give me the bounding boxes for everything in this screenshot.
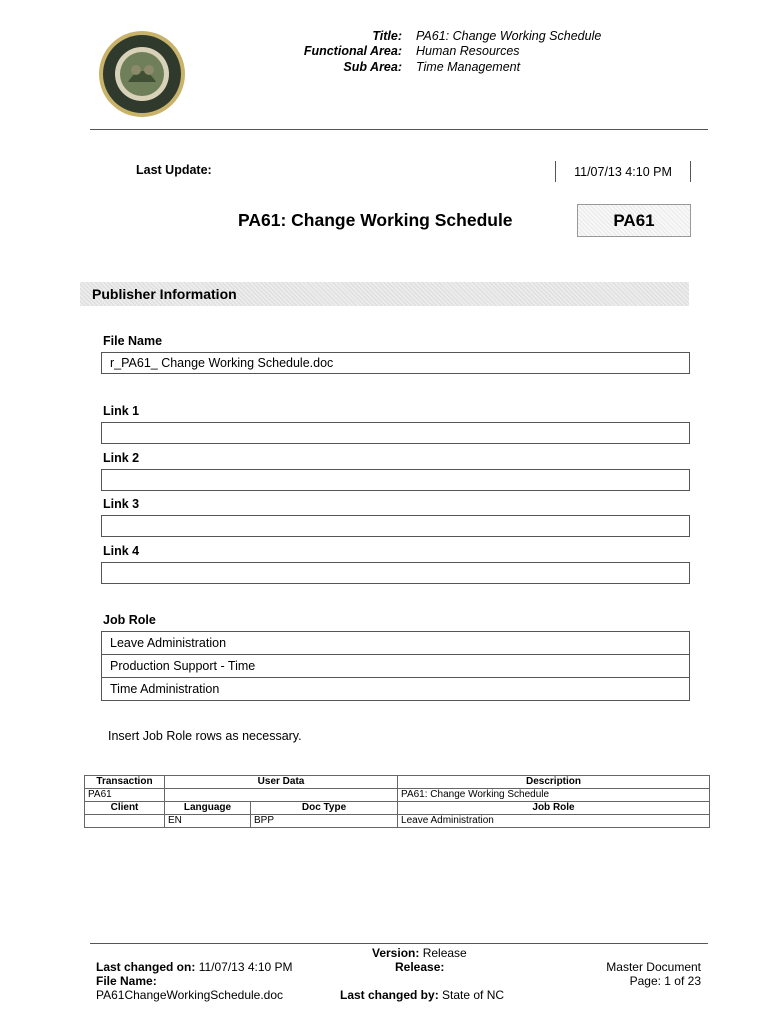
table-row (85, 815, 710, 828)
link-1-field[interactable] (101, 422, 690, 444)
job-role-label: Job Role (103, 613, 156, 627)
state-controller-seal-logo (98, 30, 186, 118)
doc-type-value: BPP (251, 815, 398, 828)
version (372, 946, 467, 960)
last-update-value: 11/07/13 4:10 PM (555, 161, 691, 182)
last-changed-on-label: Last changed on: (96, 960, 196, 974)
job-role-cell[interactable]: Leave Administration (102, 632, 690, 655)
version-value: Release (422, 946, 467, 960)
release-label: Release: (395, 960, 445, 974)
footer-file-name-label: File Name: (96, 974, 157, 988)
sub-area-value: Time Management (416, 60, 521, 74)
job-role-table (101, 631, 690, 701)
version-label: Version: (372, 946, 420, 960)
publisher-information-heading: Publisher Information (80, 282, 689, 306)
file-name-field[interactable]: r_PA61_ Change Working Schedule.doc (101, 352, 690, 374)
job-role-cell[interactable]: Time Administration (102, 678, 690, 701)
link-3-field[interactable] (101, 515, 690, 537)
user-data-header: User Data (165, 776, 398, 789)
link-1-label: Link 1 (103, 404, 140, 418)
title-label: Title: (372, 29, 402, 43)
transaction-header: Transaction (85, 776, 165, 789)
transaction-code-badge: PA61 (577, 204, 691, 237)
table-row (85, 802, 710, 815)
last-update-label: Last Update: (136, 163, 212, 177)
last-changed-by (340, 988, 504, 1002)
transaction-value: PA61 (85, 789, 165, 802)
last-changed-on (96, 960, 293, 974)
last-changed-on-value: 11/07/13 4:10 PM (198, 960, 293, 974)
table-row (102, 655, 690, 678)
doc-type-header: Doc Type (251, 802, 398, 815)
client-header: Client (85, 802, 165, 815)
last-changed-by-label: Last changed by: (340, 988, 439, 1002)
language-value: EN (165, 815, 251, 828)
footer-file-name-value: PA61ChangeWorkingSchedule.doc (96, 988, 284, 1002)
link-2-label: Link 2 (103, 451, 140, 465)
page-number: Page: 1 of 23 (629, 974, 701, 988)
table-row (102, 678, 690, 701)
description-header: Description (398, 776, 710, 789)
table-row (85, 776, 710, 789)
master-document-label: Master Document (606, 960, 701, 974)
file-name-label: File Name (103, 334, 163, 348)
sub-area-label: Sub Area: (343, 60, 402, 74)
last-changed-by-value: State of NC (442, 988, 505, 1002)
link-4-field[interactable] (101, 562, 690, 584)
header-divider (90, 129, 708, 130)
link-3-label: Link 3 (103, 497, 140, 511)
table-row (102, 632, 690, 655)
page-title: PA61: Change Working Schedule (238, 210, 513, 230)
transaction-table (84, 775, 710, 828)
job-role-cell[interactable]: Production Support - Time (102, 655, 690, 678)
functional-area-label: Functional Area: (303, 44, 402, 58)
job-role-value: Leave Administration (398, 815, 710, 828)
link-4-label: Link 4 (103, 544, 140, 558)
functional-area-value: Human Resources (416, 44, 520, 58)
user-data-value (165, 789, 398, 802)
link-2-field[interactable] (101, 469, 690, 491)
footer-divider (90, 943, 708, 944)
language-header: Language (165, 802, 251, 815)
description-value: PA61: Change Working Schedule (398, 789, 710, 802)
table-row (85, 789, 710, 802)
job-role-note: Insert Job Role rows as necessary. (108, 729, 302, 743)
title-value: PA61: Change Working Schedule (416, 29, 602, 43)
job-role-header: Job Role (398, 802, 710, 815)
client-value (85, 815, 165, 828)
